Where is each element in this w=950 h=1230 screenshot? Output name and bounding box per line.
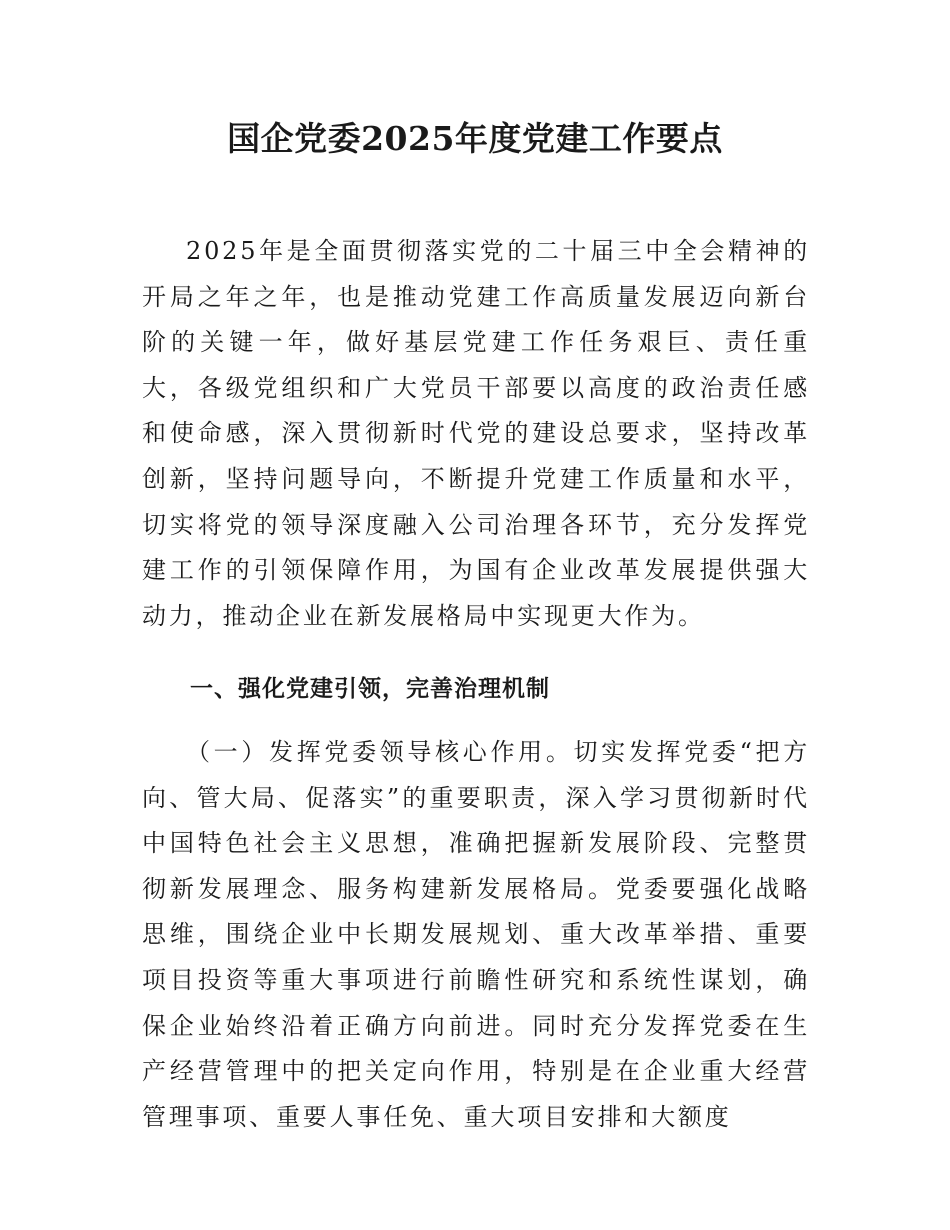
section-1-paragraph-1: （一）发挥党委领导核心作用。切实发挥党委“把方向、管大局、促落实”的重要职责，深入学习贯彻新时代中国特色社会主义思想，准确把握新发展阶段、完整贯彻新发展理念、服务构建新发展格局。党委要强化战略思维，围绕企业中长期发展规划、重大改革举措、重要项目投资等重大事项进行前瞻性研究和系统性谋划，确保企业始终沿着正确方向前进。同时充分发挥党委在生产经营管理中的把关定向作用，特别是在企业重大经营管理事项、重要人事任免、重大项目安排和大额度 xyxy=(142,738,810,1131)
intro-paragraph: 2025年是全面贯彻落实党的二十届三中全会精神的开局之年之年，也是推动党建工作高质量发展迈向新台阶的关键一年，做好基层党建工作任务艰巨、责任重大，各级党组织和广大党员干部要以高度的政治责任感和使命感，深入贯彻新时代党的建设总要求，坚持改革创新，坚持问题导向，不断提升党建工作质量和水平，切实将党的领导深度融入公司治理各环节，充分发挥党建工作的引领保障作用，为国有企业改革发展提供强大动力，推动企业在新发展格局中实现更大作为。 xyxy=(142,237,810,630)
document-title: 国企党委2025年度党建工作要点 xyxy=(227,119,723,158)
section-heading-1: 一、强化党建引领，完善治理机制 xyxy=(190,676,550,702)
